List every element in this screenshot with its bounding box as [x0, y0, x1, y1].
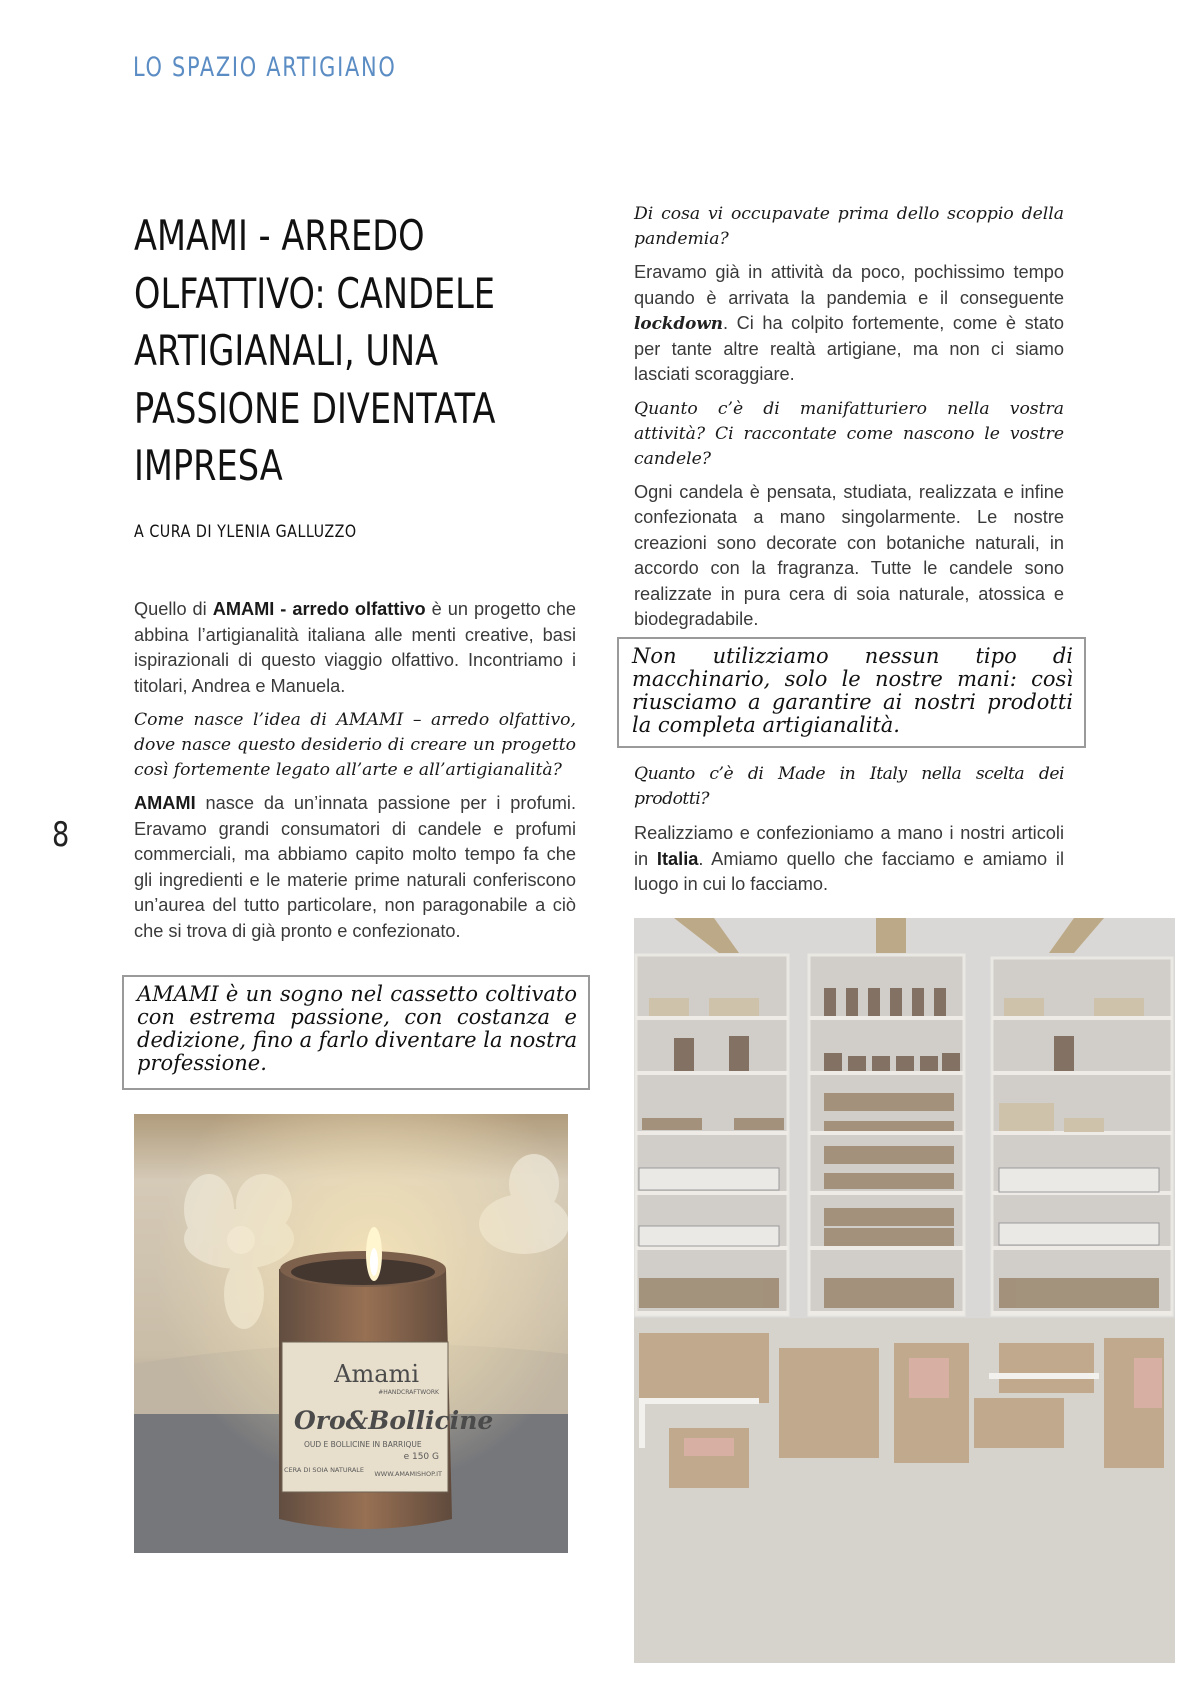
- page-number: 8: [52, 815, 70, 855]
- answer-text: Realizziamo e confezioniamo a mano i nostri articoli in: [634, 823, 1064, 869]
- shop-shelves-graphic: [634, 918, 1175, 1663]
- left-column: [134, 597, 576, 944]
- brand-name: AMAMI: [134, 793, 196, 813]
- pull-quote-line: AMAMI è un sogno nel cassetto coltivato: [137, 982, 577, 1006]
- answer-3: Ogni candela è pensata, studiata, realizzata e infine confezionata a mano singolarmente. Le nostre creazioni sono decorate con botaniche naturali, in accordo con la fragranza. Tutte le candele sono realizzate in pura cera di soia naturale, atossica e biodegradabile.: [634, 481, 1064, 629]
- answer-text: Eravamo già in attività da poco, pochissimo tempo quando è arrivata la pandemia e il conseguente: [634, 262, 1064, 308]
- intro-paragraph: [134, 597, 576, 699]
- candle-site: WWW.AMAMISHOP.IT: [374, 1470, 442, 1478]
- question-2: Di cosa vi occupavate prima dello scoppio della pandemia?: [634, 204, 1064, 249]
- pull-quote-line: riusciamo a garantire ai nostri prodotti: [632, 690, 1073, 714]
- title-line: AMAMI - ARREDO: [134, 211, 425, 260]
- answer-2: [634, 260, 1064, 388]
- pull-quote-line: dedizione, fino a farlo diventare la nostra: [137, 1028, 578, 1052]
- candle-brand: Amami: [334, 1360, 419, 1388]
- answer-4: [634, 821, 1064, 898]
- title-line: ARTIGIANALI, UNA: [134, 326, 439, 375]
- candle-brand-sub: #HANDCRAFTWORK: [378, 1389, 439, 1396]
- pull-quote-line: professione.: [137, 1051, 267, 1075]
- title-line: OLFATTIVO: CANDELE: [134, 268, 496, 318]
- intro-text: è un progetto che abbina l’artigianalità italiana alle menti creative, basi ispirazionali di questo viaggio olfattivo. Incontriamo i titolari, Andrea e Manuela.: [134, 599, 577, 696]
- pull-quote-line: la completa artigianalità.: [632, 713, 900, 737]
- emphasis-lockdown: lockdown: [634, 313, 723, 333]
- candle-photo-graphic: [134, 1114, 568, 1553]
- question-4: Quanto c’è di Made in Italy nella scelta dei prodotti?: [634, 764, 1064, 809]
- candle-subtitle: OUD E BOLLICINE IN BARRIQUE: [304, 1440, 422, 1449]
- pull-quote-2: [617, 637, 1086, 748]
- candle-product-name: Oro&Bollicine: [294, 1406, 494, 1435]
- candle-wax: CERA DI SOIA NATURALE: [284, 1466, 365, 1474]
- pull-quote-line: Non utilizziamo nessun tipo di: [632, 644, 1073, 668]
- section-label: LO SPAZIO ARTIGIANO: [133, 52, 397, 83]
- right-column: [634, 202, 1064, 633]
- answer-text: . Ci ha colpito fortemente, come è stato per tante altre realtà artigiane, ma non ci siamo lasciati scoraggiare.: [634, 313, 1064, 384]
- byline: A CURA DI YLENIA GALLUZZO: [134, 522, 357, 542]
- answer-1: [134, 791, 576, 944]
- pull-quote-line: con estrema passione, con costanza e: [137, 1005, 577, 1029]
- title-line: PASSIONE DIVENTATA: [134, 383, 496, 433]
- brand-name: AMAMI - arredo olfattivo: [212, 599, 426, 619]
- title-line: IMPRESA: [134, 441, 283, 490]
- question-1: Come nasce l’idea di AMAMI – arredo olfattivo, dove nasce questo desiderio di creare un progetto così fortemente legato all’arte e all’artigianalità?: [134, 710, 576, 780]
- pull-quote-1: [122, 975, 590, 1090]
- candle-weight: e 150 G: [403, 1452, 439, 1462]
- article-title: [134, 207, 550, 495]
- answer-text: . Amiamo quello che facciamo e amiamo il luogo in cui lo facciamo.: [634, 848, 1064, 894]
- intro-text: Quello di: [134, 599, 213, 619]
- right-column-bottom: [634, 762, 1064, 898]
- candle-photo: [134, 1114, 568, 1553]
- answer-text: nasce da un’innata passione per i profumi. Eravamo grandi consumatori di candele e profumi commerciali, ma abbiamo capito molto tempo fa che gli ingredienti e le materie prime naturali conferiscono un’aurea del tutto particolare, non paragonabile a ciò che si trova di già pronto e confezionato.: [134, 793, 576, 941]
- emphasis-italia: Italia: [656, 848, 699, 869]
- pull-quote-line: macchinario, solo le nostre mani: così: [632, 667, 1073, 691]
- question-3: Quanto c’è di manifatturiero nella vostra attività? Ci raccontate come nascono le vostre candele?: [634, 398, 1064, 469]
- shop-shelves-photo: [634, 918, 1175, 1663]
